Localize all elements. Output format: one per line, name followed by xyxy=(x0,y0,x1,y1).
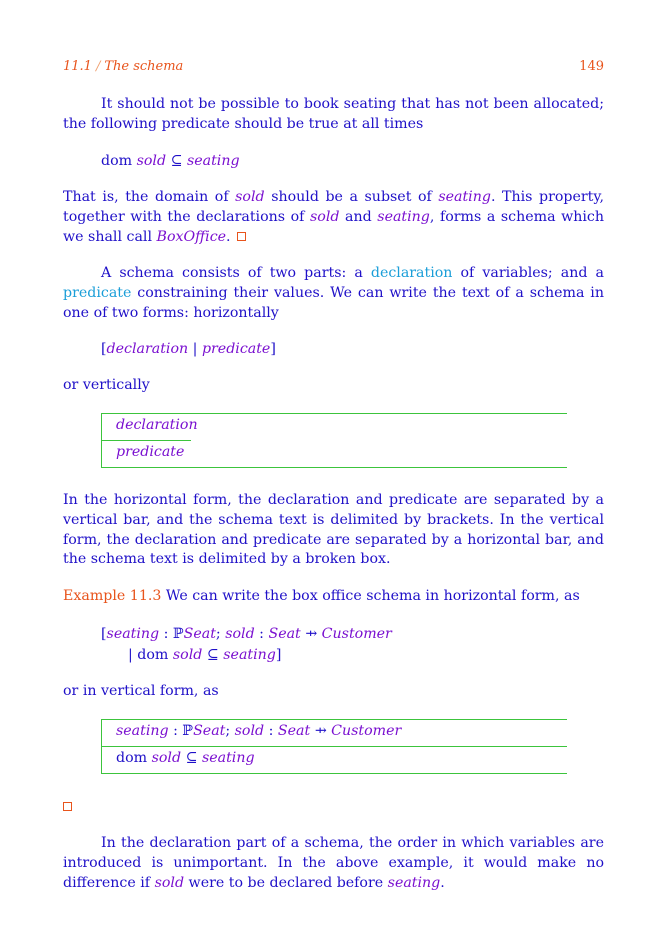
term-predicate: predicate xyxy=(63,284,132,301)
display-horizontal-form: [declaration | predicate] xyxy=(101,341,276,357)
paragraph-5: In the horizontal form, the declaration and predicate are separated by a vertical bar, and the schema text is delimited by brackets. In the vertical form, the declaration and predicate are separated by a horizontal bar, and the schema text is delimited by a broken box. xyxy=(63,492,604,568)
section-title: The schema xyxy=(104,59,184,74)
schema-declaration: declaration xyxy=(116,417,198,433)
running-header: 11.1 / The schema 149 xyxy=(63,59,604,74)
schema-box-boxoffice xyxy=(101,719,567,774)
display-predicate: dom sold ⊆ seating xyxy=(101,153,240,169)
paragraph-2: That is, the domain of sold should be a subset of seating. This property, together with the declarations of sold and seating, forms a schema which we shall call BoxOffice. xyxy=(63,189,605,245)
paragraph-7: or in vertical form, as xyxy=(63,683,219,699)
schema-box-generic xyxy=(101,413,567,468)
page xyxy=(63,0,604,952)
paragraph-8: In the declaration part of a schema, the order in which variables are introduced is unimportant. In the above example, it would make no difference if sold were to be declared before seating. xyxy=(63,835,604,891)
schema-declaration: seating : ℙSeat; sold : Seat ⇸ Customer xyxy=(116,723,402,739)
schema-predicate: dom sold ⊆ seating xyxy=(116,750,255,766)
example-heading: Example 11.3 We can write the box office schema in horizontal form, as xyxy=(63,588,580,604)
paragraph-4: or vertically xyxy=(63,377,150,393)
end-of-example-mark xyxy=(237,232,246,241)
page-number: 149 xyxy=(579,59,604,74)
display-schema-horizontal-line2: | dom sold ⊆ seating] xyxy=(128,647,282,663)
section-number: 11.1 xyxy=(63,59,92,74)
end-of-example-mark xyxy=(63,802,72,811)
example-label: Example 11.3 xyxy=(63,588,162,604)
example-end xyxy=(63,798,604,818)
schema-predicate: predicate xyxy=(116,444,185,460)
display-schema-horizontal: [seating : ℙSeat; sold : Seat ⇸ Customer xyxy=(101,626,392,642)
paragraph-1: It should not be possible to book seating that has not been allocated; the following predicate should be true at all times xyxy=(63,96,604,132)
paragraph-3: A schema consists of two parts: a declaration of variables; and a predicate constraining their values. We can write the text of a schema in one of two forms: horizontally xyxy=(63,265,604,321)
term-declaration: declaration xyxy=(370,265,453,281)
